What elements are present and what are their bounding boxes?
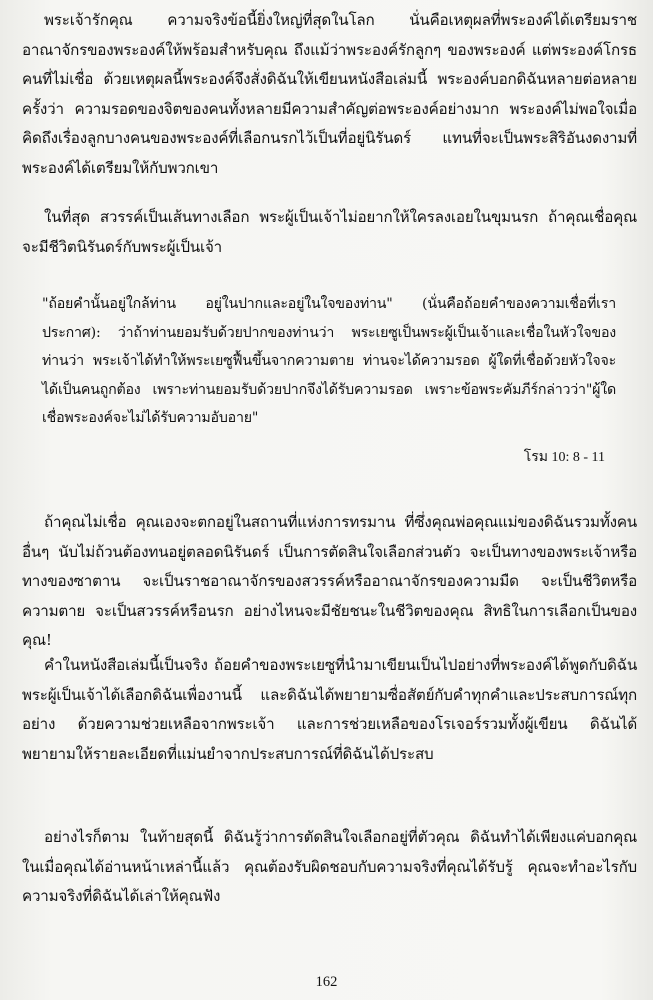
paragraph-god-loves-you: พระเจ้ารักคุณ ความจริงข้อนี้ยิ่งใหญ่ที่สุดในโลก นั่นคือเหตุผลที่พระองค์ได้เตรียมราชอาณาจักรของพระองค์ให้พร้อมสำหรับคุณ ถึงแม้ว่าพระองค์รักลูกๆ ของพระองค์ แต่พระองค์โกรธคนที่ไม่เชื่อ ด้วยเหตุผลนี้พระองค์จึงสั่งดิฉันให้เขียนหนังสือเล่มนี้ พระองค์บอกดิฉันหลายต่อหลายครั้งว่า ความรอดของจิตของคนทั้งหลายมีความสำคัญต่อพระองค์อย่างมาก พระองค์ไม่พอใจเมื่อคิดถึงเรื่องลูกบางคนของพระองค์ที่เลือกนรกไว้เป็นที่อยู่นิรันดร์ แทนที่จะเป็นพระสิริอันงดงามที่พระองค์ได้เตรียมให้กับพวกเขา <box>22 11 637 177</box>
page-number: 162 <box>315 974 338 990</box>
scripture-quote: "ถ้อยคำนั้นอยู่ใกล้ท่าน อยู่ในปากและอยู่ในใจของท่าน" (นั่นคือถ้อยคำของความเชื่อที่เราประกาศ): ว่าถ้าท่านยอมรับด้วยปากของท่านว่า พระเยซูเป็นพระผู้เป็นเจ้าและเชื่อในหัวใจของท่านว่า พระเจ้าได้ทำให้พระเยซูฟื้นขึ้นจากความตาย ท่านจะได้ความรอด ผู้ใดที่เชื่อด้วยหัวใจจะได้เป็นคนถูกต้อง เพราะท่านยอมรับด้วยปากจึงได้รับความรอด เพราะข้อพระคัมภีร์กล่าวว่า"ผู้ใดเชื่อพระองค์จะไม่ได้รับความอับอาย" <box>42 296 616 427</box>
paragraph-heaven-choice: ในที่สุด สวรรค์เป็นเส้นทางเลือก พระผู้เป็นเจ้าไม่อยากให้ใครลงเอยในขุมนรก ถ้าคุณเชื่อคุณจะมีชีวิตนิรันดร์กับพระผู้เป็นเจ้า <box>22 208 637 256</box>
paragraph-final-choice: อย่างไรก็ตาม ในท้ายสุดนี้ ดิฉันรู้ว่าการตัดสินใจเลือกอยู่ที่ตัวคุณ ดิฉันทำได้เพียงแค่บอกคุณ ในเมื่อคุณได้อ่านหน้าเหล่านี้แล้ว คุณต้องรับผิดชอบกับความจริงที่คุณได้รับรู้ คุณจะทำอะไรกับความจริงที่ดิฉันได้เล่าให้คุณฟัง <box>22 828 637 905</box>
scripture-reference: โรม 10: 8 - 11 <box>523 450 605 465</box>
paragraph-if-you-do-not-believe: ถ้าคุณไม่เชื่อ คุณเองจะตกอยู่ในสถานที่แห่งการทรมาน ที่ซึ่งคุณพ่อคุณแม่ของดิฉันรวมทั้งคนอื่นๆ นับไม่ถ้วนต้องทนอยู่ตลอดนิรันดร์ เป็นการตัดสินใจเลือกส่วนตัว จะเป็นทางของพระเจ้าหรือทางของซาตาน จะเป็นราชอาณาจักรของสวรรค์หรืออาณาจักรของความมืด จะเป็นชีวิตหรือความตาย จะเป็นสวรรค์หรือนรก อย่างไหนจะมีชัยชนะในชีวิตของคุณ สิทธิในการเลือกเป็นของคุณ! <box>22 513 637 649</box>
paragraph-words-are-true: คำในหนังสือเล่มนี้เป็นจริง ถ้อยคำของพระเยซูที่นำมาเขียนเป็นไปอย่างที่พระองค์ได้พูดกับดิฉัน พระผู้เป็นเจ้าได้เลือกดิฉันเพื่องานนี้ และดิฉันได้พยายามซื่อสัตย์กับคำทุกคำและประสบการณ์ทุกอย่าง ด้วยความช่วยเหลือจากพระเจ้า และการช่วยเหลือของโรเจอร์รวมทั้งผู้เขียน ดิฉันได้พยายามให้รายละเอียดที่แม่นยำจากประสบการณ์ที่ดิฉันได้ประสบ <box>22 656 637 763</box>
